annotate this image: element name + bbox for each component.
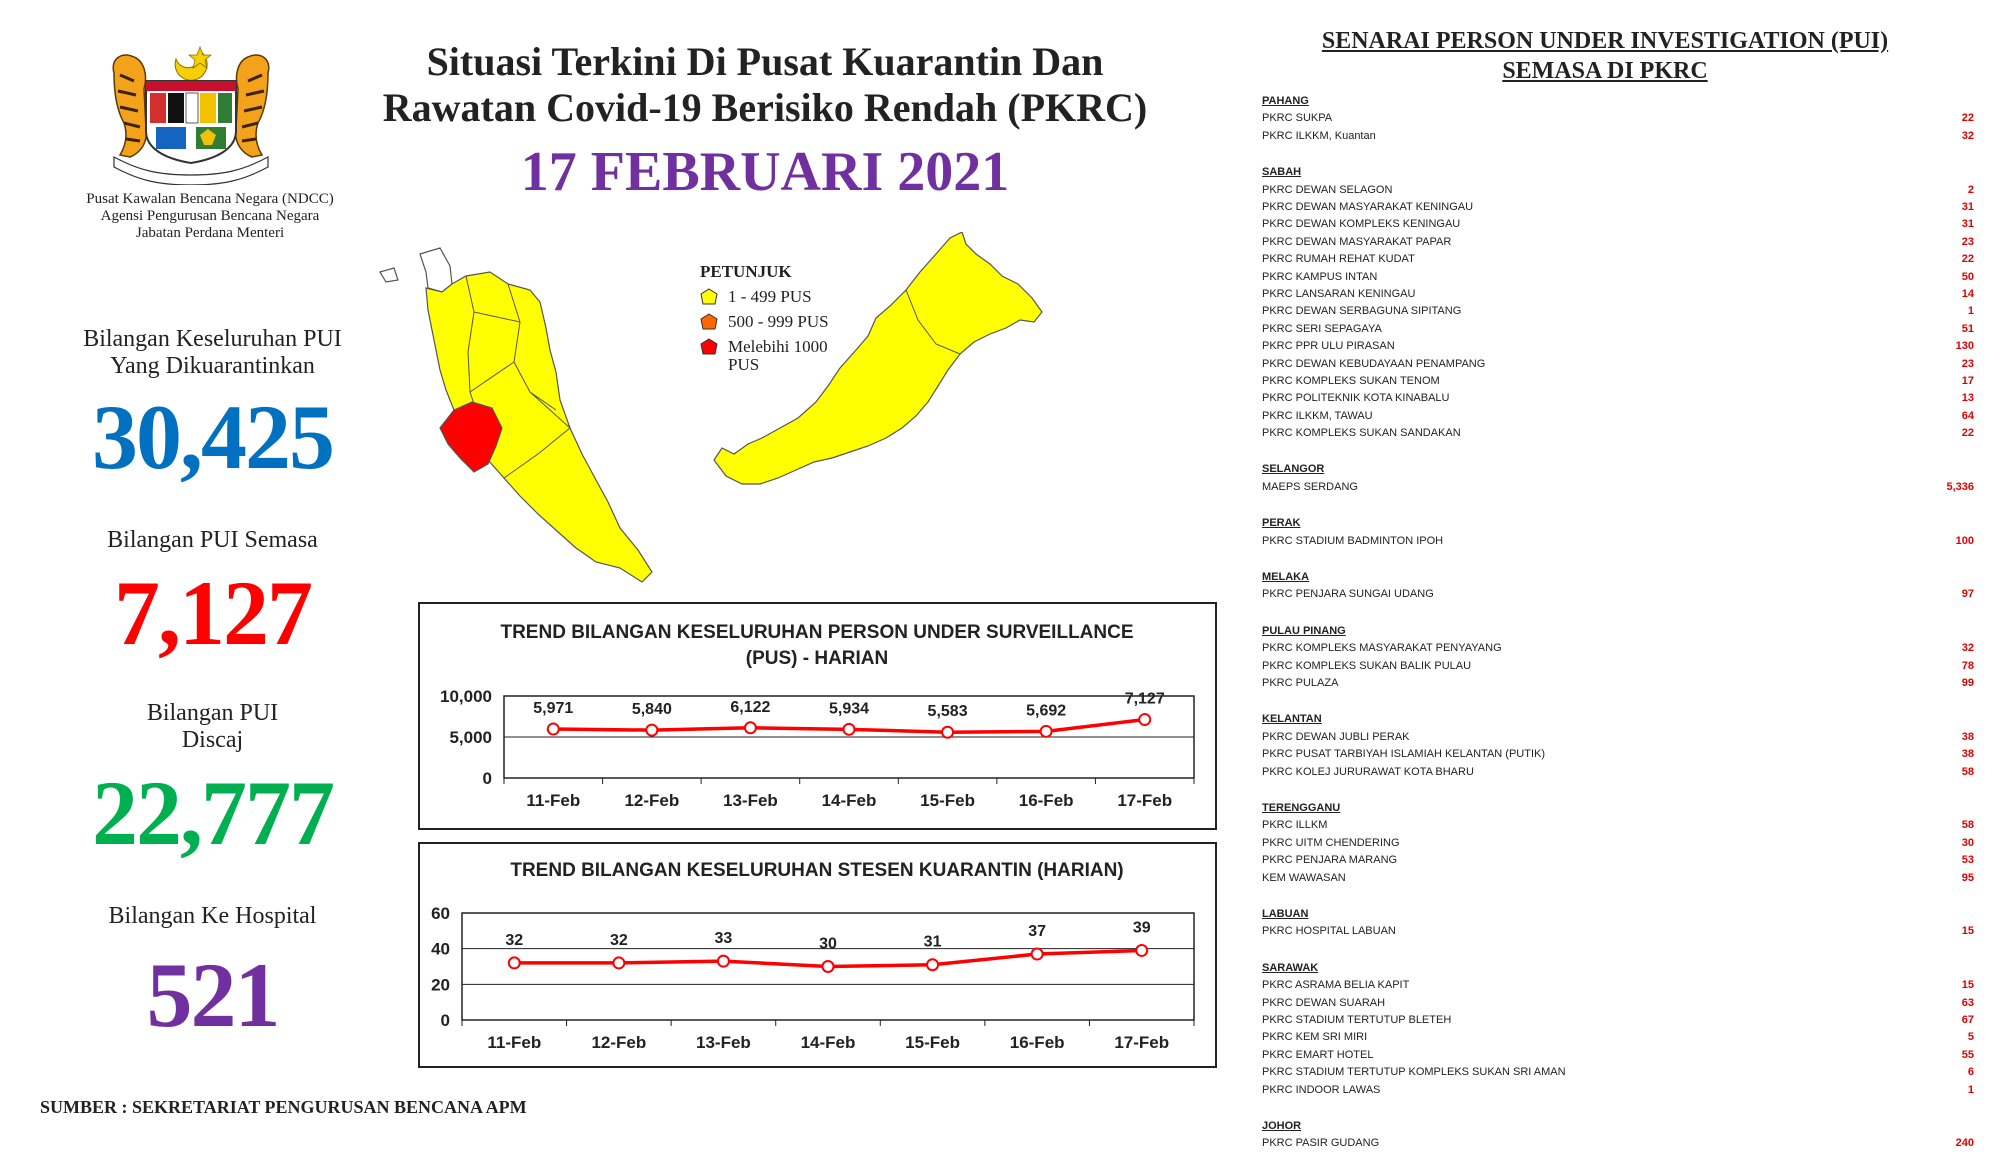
- pui-row-value: 17: [1961, 374, 1974, 387]
- data-label: 33: [714, 930, 733, 948]
- pui-row-name: PKRC KEM SRI MIRI: [1262, 1031, 1368, 1044]
- pui-row-value: 23: [1961, 357, 1974, 370]
- data-label: 32: [505, 931, 524, 949]
- page-title-line-1: Situasi Terkini Di Pusat Kuarantin Dan: [426, 39, 1104, 84]
- y-tick-label: 0: [482, 769, 492, 788]
- pui-row-value: 64: [1961, 409, 1974, 422]
- pui-list: [1262, 93, 1974, 1172]
- pui-row: [1262, 1064, 1974, 1081]
- pui-row-name: PKRC KAMPUS INTAN: [1262, 270, 1378, 283]
- pui-row: [1262, 321, 1974, 338]
- pui-row-name: PKRC DEWAN KOMPLEKS KENINGAU: [1262, 218, 1461, 231]
- y-tick-label: 5,000: [449, 728, 492, 747]
- y-tick-label: 20: [431, 975, 450, 995]
- x-tick-label: 14-Feb: [821, 791, 877, 810]
- pui-row-name: PKRC DEWAN MASYARAKAT KENINGAU: [1262, 200, 1474, 213]
- pui-row-value: 240: [1955, 1137, 1974, 1150]
- pui-row: [1262, 1012, 1974, 1029]
- data-point: [613, 957, 624, 968]
- pui-row-value: 32: [1961, 129, 1974, 142]
- pui-list-title-1: SENARAI PERSON UNDER INVESTIGATION (PUI): [1321, 28, 1889, 54]
- pui-row: [1262, 303, 1974, 320]
- pui-group-state: KELANTAN: [1262, 713, 1322, 726]
- pui-row-value: 38: [1961, 748, 1974, 761]
- pui-row-value: 55: [1961, 1048, 1974, 1061]
- pui-group-state: JOHOR: [1262, 1119, 1302, 1132]
- pui-group-state: SABAH: [1262, 166, 1302, 179]
- pui-row-name: PKRC LANSARAN KENINGAU: [1262, 287, 1416, 300]
- pui-row-value: 22: [1961, 253, 1974, 266]
- pui-row-value: 99: [1961, 677, 1974, 690]
- pui-row-name: PKRC DEWAN SUARAH: [1262, 996, 1386, 1009]
- pui-row-name: PKRC EMART HOTEL: [1262, 1048, 1374, 1061]
- data-label: 32: [609, 931, 628, 949]
- pui-row-value: 13: [1961, 392, 1974, 405]
- total-pui-value: 30,425: [92, 386, 333, 488]
- pui-row: [1262, 479, 1974, 496]
- pui-row: [1262, 533, 1974, 550]
- total-pui-label-1: Bilangan Keseluruhan PUI: [83, 326, 342, 352]
- pui-row-name: PKRC PULAZA: [1262, 677, 1339, 690]
- data-label: 37: [1028, 923, 1047, 941]
- pui-row: [1262, 251, 1974, 268]
- pui-row-name: PKRC KOMPLEKS SUKAN BALIK PULAU: [1262, 659, 1472, 672]
- pui-row-value: 95: [1961, 871, 1974, 884]
- data-point: [844, 724, 855, 735]
- pui-row-name: PKRC PASIR GUDANG: [1262, 1137, 1380, 1150]
- pui-row-name: PKRC POLITEKNIK KOTA KINABALU: [1262, 392, 1450, 405]
- pui-row: [1262, 338, 1974, 355]
- pui-group-state: PAHANG: [1262, 95, 1309, 107]
- legend-item-mid: [700, 313, 890, 331]
- pui-row-value: 6: [1967, 1066, 1974, 1079]
- legend-title: PETUNJUK: [700, 262, 792, 281]
- pui-row-name: KEM WAWASAN: [1262, 871, 1346, 884]
- pui-row-value: 67: [1961, 1013, 1974, 1026]
- pui-row-value: 23: [1961, 235, 1974, 248]
- map-thailand: [380, 248, 452, 292]
- pui-row-name: PKRC DEWAN KEBUDAYAAN PENAMPANG: [1262, 357, 1486, 370]
- pui-group-state: MELAKA: [1262, 571, 1310, 584]
- pui-row-name: PKRC ILKKM, Kuantan: [1262, 129, 1376, 142]
- pui-row-name: PKRC PUSAT TARBIYAH ISLAMIAH KELANTAN (PUTIK): [1262, 748, 1546, 761]
- pui-row: [1262, 640, 1974, 657]
- x-tick-label: 13-Feb: [696, 1033, 751, 1052]
- pui-row: [1262, 216, 1974, 233]
- legend-label-low: 1 - 499 PUS: [728, 287, 812, 306]
- x-tick-label: 14-Feb: [800, 1033, 856, 1052]
- pui-row: [1262, 675, 1974, 692]
- pui-row-value: 63: [1961, 996, 1974, 1009]
- pui-row-value: 51: [1961, 322, 1974, 335]
- data-point: [745, 722, 756, 733]
- pui-row: [1262, 586, 1974, 603]
- hospital-value: 521: [146, 944, 279, 1046]
- data-point: [927, 959, 938, 970]
- x-tick-label: 12-Feb: [591, 1033, 647, 1052]
- page-title-line-2: Rawatan Covid-19 Berisiko Rendah (PKRC): [382, 85, 1148, 130]
- pui-group: [1262, 515, 1974, 550]
- pui-row-value: 1: [1967, 1083, 1974, 1096]
- pui-row-name: PKRC HOSPITAL LABUAN: [1262, 925, 1396, 938]
- pui-row-value: 31: [1961, 218, 1974, 231]
- pui-row: [1262, 182, 1974, 199]
- pui-row: [1262, 269, 1974, 286]
- pui-group-state: PERAK: [1262, 517, 1301, 530]
- pui-row-value: 31: [1961, 200, 1974, 213]
- agency-line-3: Jabatan Perdana Menteri: [135, 225, 285, 241]
- coat-of-arms-logo: [100, 45, 282, 185]
- pui-row: [1262, 729, 1974, 746]
- x-tick-label: 17-Feb: [1117, 791, 1173, 810]
- hospital-label: Bilangan Ke Hospital: [108, 903, 317, 929]
- data-point: [548, 724, 559, 735]
- pui-row: [1262, 870, 1974, 887]
- pui-group-state: LABUAN: [1262, 907, 1309, 920]
- pui-row-value: 58: [1961, 765, 1974, 778]
- pui-group-state: TERENGGANU: [1262, 802, 1341, 814]
- pui-row-value: 53: [1961, 854, 1974, 867]
- pui-row: [1262, 199, 1974, 216]
- agency-line-2: Agensi Pengurusan Bencana Negara: [100, 208, 320, 224]
- pui-group-state: PULAU PINANG: [1262, 624, 1346, 637]
- pui-row-value: 58: [1961, 819, 1974, 832]
- pui-group: [1262, 623, 1974, 693]
- pui-row-value: 130: [1955, 340, 1974, 353]
- legend-swatch-orange: [700, 313, 718, 331]
- pui-row-value: 5: [1967, 1031, 1974, 1044]
- pui-row-name: PKRC KOMPLEKS SUKAN SANDAKAN: [1262, 427, 1461, 440]
- pui-row-value: 22: [1961, 112, 1974, 125]
- pui-row-name: PKRC KOMPLEKS SUKAN TENOM: [1262, 374, 1440, 387]
- pui-group: [1262, 1118, 1974, 1153]
- pui-row: [1262, 923, 1974, 940]
- y-tick-label: 0: [440, 1011, 450, 1030]
- pus-trend-svg: [420, 604, 1215, 828]
- pui-list-title-2: SEMASA DI PKRC: [1502, 58, 1708, 84]
- pui-row: [1262, 977, 1974, 994]
- chart2-title: TREND BILANGAN KESELURUHAN STESEN KUARANTIN (HARIAN): [510, 860, 1124, 881]
- pui-row-value: 1: [1967, 305, 1974, 318]
- data-label: 30: [819, 935, 837, 953]
- pui-row-value: 5,336: [1946, 480, 1974, 493]
- pui-row-name: PKRC KOMPLEKS MASYARAKAT PENYAYANG: [1262, 642, 1502, 655]
- pui-row-value: 15: [1961, 925, 1974, 938]
- pui-row: [1262, 746, 1974, 763]
- pui-row-name: PKRC ASRAMA BELIA KAPIT: [1262, 979, 1410, 992]
- legend-label-mid: 500 - 999 PUS: [728, 312, 829, 331]
- pui-group: [1262, 711, 1974, 781]
- pui-row-value: 30: [1961, 836, 1974, 849]
- pui-row-name: PKRC DEWAN SELAGON: [1262, 183, 1393, 196]
- source-note: SUMBER : SEKRETARIAT PENGURUSAN BENCANA APM: [40, 1097, 527, 1117]
- pui-group-state: SELANGOR: [1262, 463, 1325, 476]
- pui-row: [1262, 356, 1974, 373]
- agency-line-1: Pusat Kawalan Bencana Negara (NDCC): [86, 191, 334, 207]
- pui-row-value: 32: [1961, 642, 1974, 655]
- pui-row-name: PKRC STADIUM BADMINTON IPOH: [1262, 534, 1444, 547]
- data-point: [942, 727, 953, 738]
- x-tick-label: 16-Feb: [1009, 1033, 1065, 1052]
- pui-row: [1262, 764, 1974, 781]
- pui-row-name: PKRC STADIUM TERTUTUP KOMPLEKS SUKAN SRI AMAN: [1262, 1066, 1566, 1079]
- x-tick-label: 16-Feb: [1018, 791, 1074, 810]
- pui-group: [1262, 960, 1974, 1099]
- pus-trend-chart: [418, 602, 1217, 830]
- pui-row-name: PKRC UITM CHENDERING: [1262, 836, 1400, 849]
- legend-label-high: Melebihi 1000 PUS: [728, 337, 828, 374]
- pui-row: [1262, 110, 1974, 127]
- x-tick-label: 12-Feb: [624, 791, 680, 810]
- pui-row-name: MAEPS SERDANG: [1262, 480, 1358, 493]
- pui-row-name: PKRC RUMAH REHAT KUDAT: [1262, 253, 1415, 266]
- discharged-pui-label-2: Discaj: [181, 727, 244, 753]
- pui-row-name: PKRC PENJARA SUNGAI UDANG: [1262, 588, 1434, 601]
- discharged-pui-label-1: Bilangan PUI: [146, 700, 279, 726]
- y-tick-label: 10,000: [440, 687, 492, 706]
- data-label: 31: [923, 933, 942, 951]
- data-label: 39: [1132, 919, 1151, 937]
- map-legend: [700, 262, 890, 381]
- pui-row-value: 2: [1967, 183, 1974, 196]
- pui-row-name: PKRC PENJARA MARANG: [1262, 854, 1398, 867]
- data-point: [1032, 949, 1043, 960]
- legend-item-low: [700, 288, 890, 306]
- x-tick-label: 17-Feb: [1114, 1033, 1170, 1052]
- pui-row-name: PKRC SERI SEPAGAYA: [1262, 322, 1382, 335]
- pui-row-name: PKRC PPR ULU PIRASAN: [1262, 340, 1395, 353]
- pui-row-name: PKRC SUKPA: [1262, 112, 1333, 125]
- pui-row-value: 97: [1961, 588, 1974, 601]
- data-label: 5,840: [631, 701, 672, 719]
- pui-row: [1262, 995, 1974, 1012]
- pui-row: [1262, 390, 1974, 407]
- pui-group: [1262, 906, 1974, 941]
- data-point: [718, 956, 729, 967]
- pui-row: [1262, 835, 1974, 852]
- data-point: [823, 961, 834, 972]
- pui-group: [1262, 461, 1974, 496]
- data-label: 5,583: [927, 703, 968, 721]
- pui-row: [1262, 373, 1974, 390]
- data-label: 6,122: [730, 698, 771, 716]
- pui-row-name: PKRC DEWAN SERBAGUNA SIPITANG: [1262, 305, 1462, 318]
- pui-row-name: PKRC ILKKM, TAWAU: [1262, 409, 1373, 422]
- current-pui-label: Bilangan PUI Semasa: [107, 527, 318, 553]
- pui-row-value: 15: [1961, 979, 1974, 992]
- legend-swatch-yellow: [700, 288, 718, 306]
- pui-row: [1262, 1047, 1974, 1064]
- pui-row-value: 14: [1961, 287, 1974, 300]
- x-tick-label: 15-Feb: [920, 791, 975, 810]
- pui-row-value: 22: [1961, 427, 1974, 440]
- data-label: 5,692: [1026, 702, 1067, 720]
- chart1-subtitle: (PUS) - HARIAN: [745, 648, 889, 669]
- pui-row: [1262, 425, 1974, 442]
- pui-group: [1262, 569, 1974, 604]
- x-tick-label: 13-Feb: [723, 791, 778, 810]
- pui-row-name: PKRC KOLEJ JURURAWAT KOTA BHARU: [1262, 765, 1474, 778]
- report-date: 17 FEBRUARI 2021: [520, 141, 1010, 203]
- legend-item-high: [700, 338, 890, 374]
- data-point: [1139, 714, 1150, 725]
- discharged-pui-value: 22,777: [92, 762, 333, 864]
- station-trend-chart: [418, 842, 1217, 1068]
- y-tick-label: 60: [431, 904, 450, 923]
- pui-row: [1262, 817, 1974, 834]
- current-pui-value: 7,127: [114, 562, 311, 664]
- pui-group: [1262, 164, 1974, 442]
- data-point: [646, 725, 657, 736]
- pui-row: [1262, 1029, 1974, 1046]
- legend-swatch-red: [700, 338, 718, 356]
- pui-row-name: PKRC DEWAN MASYARAKAT PAPAR: [1262, 235, 1452, 248]
- pui-group-state: SARAWAK: [1262, 961, 1319, 974]
- pui-row-name: PKRC STADIUM TERTUTUP BLETEH: [1262, 1013, 1452, 1026]
- pui-row-name: PKRC INDOOR LAWAS: [1262, 1083, 1381, 1096]
- data-point: [509, 957, 520, 968]
- pui-row: [1262, 408, 1974, 425]
- pui-group: [1262, 800, 1974, 887]
- pui-row-value: 38: [1961, 730, 1974, 743]
- pui-row: [1262, 1135, 1974, 1152]
- pui-row: [1262, 128, 1974, 145]
- pui-row-value: 50: [1961, 270, 1974, 283]
- x-tick-label: 11-Feb: [487, 1033, 542, 1052]
- x-tick-label: 15-Feb: [905, 1033, 960, 1052]
- pui-row: [1262, 234, 1974, 251]
- pui-row-name: PKRC DEWAN JUBLI PERAK: [1262, 730, 1410, 743]
- y-tick-label: 40: [431, 939, 450, 959]
- data-label: 5,971: [533, 700, 574, 718]
- pui-row-name: PKRC ILLKM: [1262, 819, 1328, 832]
- chart1-title: TREND BILANGAN KESELURUHAN PERSON UNDER SURVEILLANCE: [500, 622, 1134, 643]
- pui-row: [1262, 658, 1974, 675]
- total-pui-label-2: Yang Dikuarantinkan: [110, 353, 315, 379]
- x-tick-label: 11-Feb: [526, 791, 581, 810]
- data-label: 5,934: [828, 700, 870, 718]
- pui-row-value: 100: [1955, 534, 1974, 547]
- pui-group: [1262, 93, 1974, 145]
- data-label: 7,127: [1124, 690, 1165, 708]
- data-point: [1041, 726, 1052, 737]
- pui-row: [1262, 286, 1974, 303]
- pui-row: [1262, 1082, 1974, 1099]
- pui-row: [1262, 852, 1974, 869]
- station-trend-svg: [420, 844, 1215, 1066]
- pui-row-value: 78: [1961, 659, 1974, 672]
- data-point: [1136, 945, 1147, 956]
